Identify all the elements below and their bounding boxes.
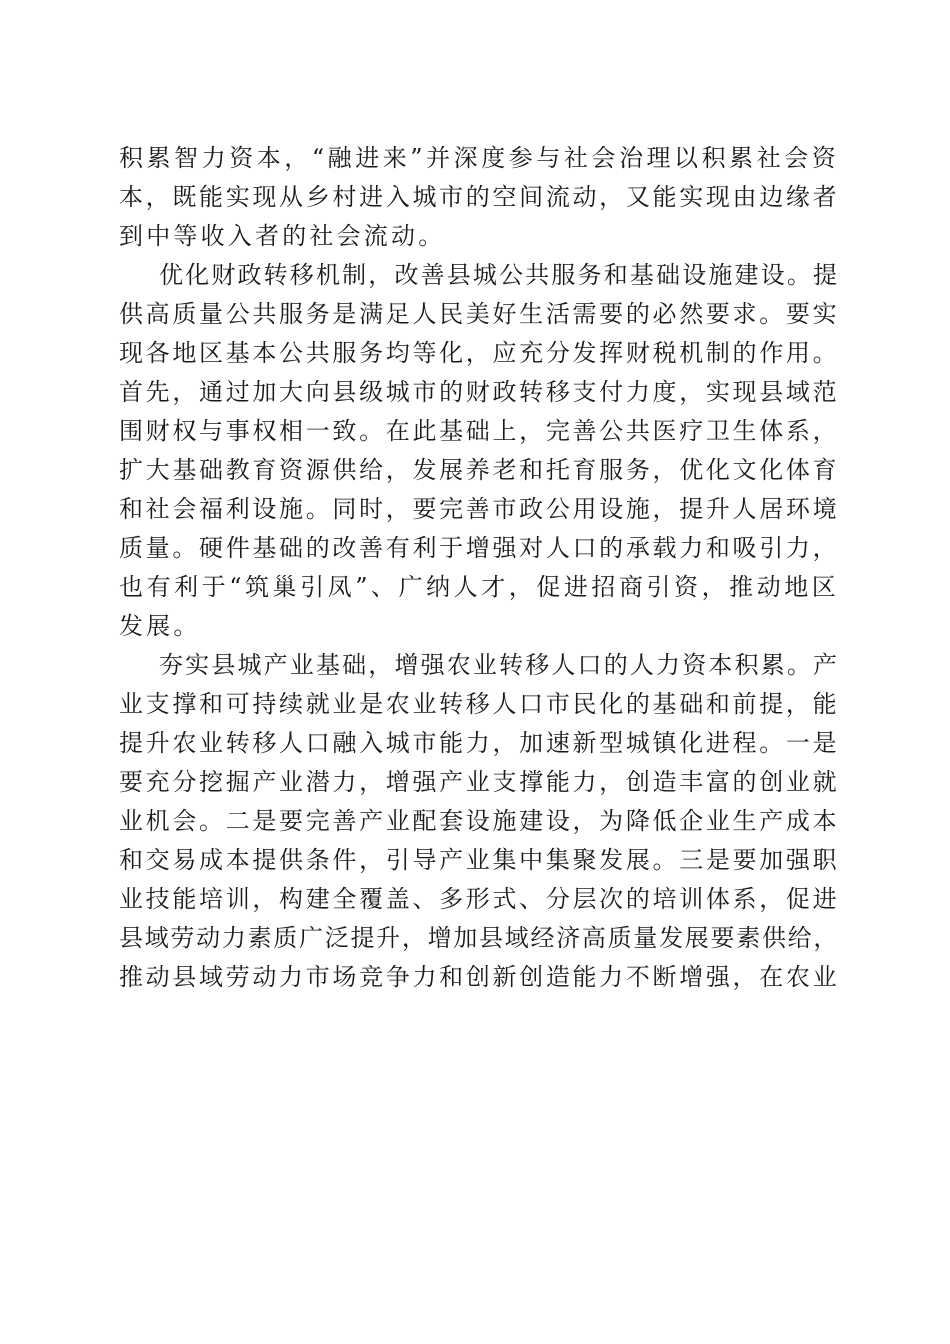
paragraph-heading-line: 优化财政转移机制，改善县城公共服务和基础设施建设。提	[159, 261, 839, 289]
text-line: 和社会福利设施。同时，要完善市政公用设施，提升人居环境	[119, 495, 839, 523]
text-line: 供高质量公共服务是满足人民美好生活需要的必然要求。要实	[119, 300, 839, 328]
paragraph-heading-line: 夯实县城产业基础，增强农业转移人口的人力资本积累。产	[159, 651, 839, 679]
text-line: 发展。	[119, 612, 201, 640]
text-line: 业支撑和可持续就业是农业转移人口市民化的基础和前提，能	[119, 690, 839, 718]
text-line: 也有利于“筑巢引凤”、广纳人才，促进招商引资，推动地区	[119, 573, 839, 601]
text-line: 现各地区基本公共服务均等化，应充分发挥财税机制的作用。	[119, 339, 839, 367]
text-line: 要充分挖掘产业潜力，增强产业支撑能力，创造丰富的创业就	[119, 768, 839, 796]
text-line: 质量。硬件基础的改善有利于增强对人口的承载力和吸引力，	[119, 534, 839, 562]
text-line: 积累智力资本，“融进来”并深度参与社会治理以积累社会资	[119, 144, 839, 172]
text-line: 县域劳动力素质广泛提升，增加县域经济高质量发展要素供给，	[119, 924, 839, 952]
document-body	[119, 139, 839, 997]
text-line: 围财权与事权相一致。在此基础上，完善公共医疗卫生体系，	[119, 417, 839, 445]
text-line: 业技能培训，构建全覆盖、多形式、分层次的培训体系，促进	[119, 885, 839, 913]
text-line: 扩大基础教育资源供给，发展养老和托育服务，优化文化体育	[119, 456, 839, 484]
text-line: 提升农业转移人口融入城市能力，加速新型城镇化进程。一是	[119, 729, 839, 757]
text-line: 推动县域劳动力市场竞争力和创新创造能力不断增强，在农业	[119, 963, 839, 991]
text-line: 本，既能实现从乡村进入城市的空间流动，又能实现由边缘者	[119, 183, 839, 211]
text-line: 和交易成本提供条件，引导产业集中集聚发展。三是要加强职	[119, 846, 839, 874]
text-line: 到中等收入者的社会流动。	[119, 222, 446, 250]
text-line: 首先，通过加大向县级城市的财政转移支付力度，实现县域范	[119, 378, 839, 406]
text-line: 业机会。二是要完善产业配套设施建设，为降低企业生产成本	[119, 807, 839, 835]
